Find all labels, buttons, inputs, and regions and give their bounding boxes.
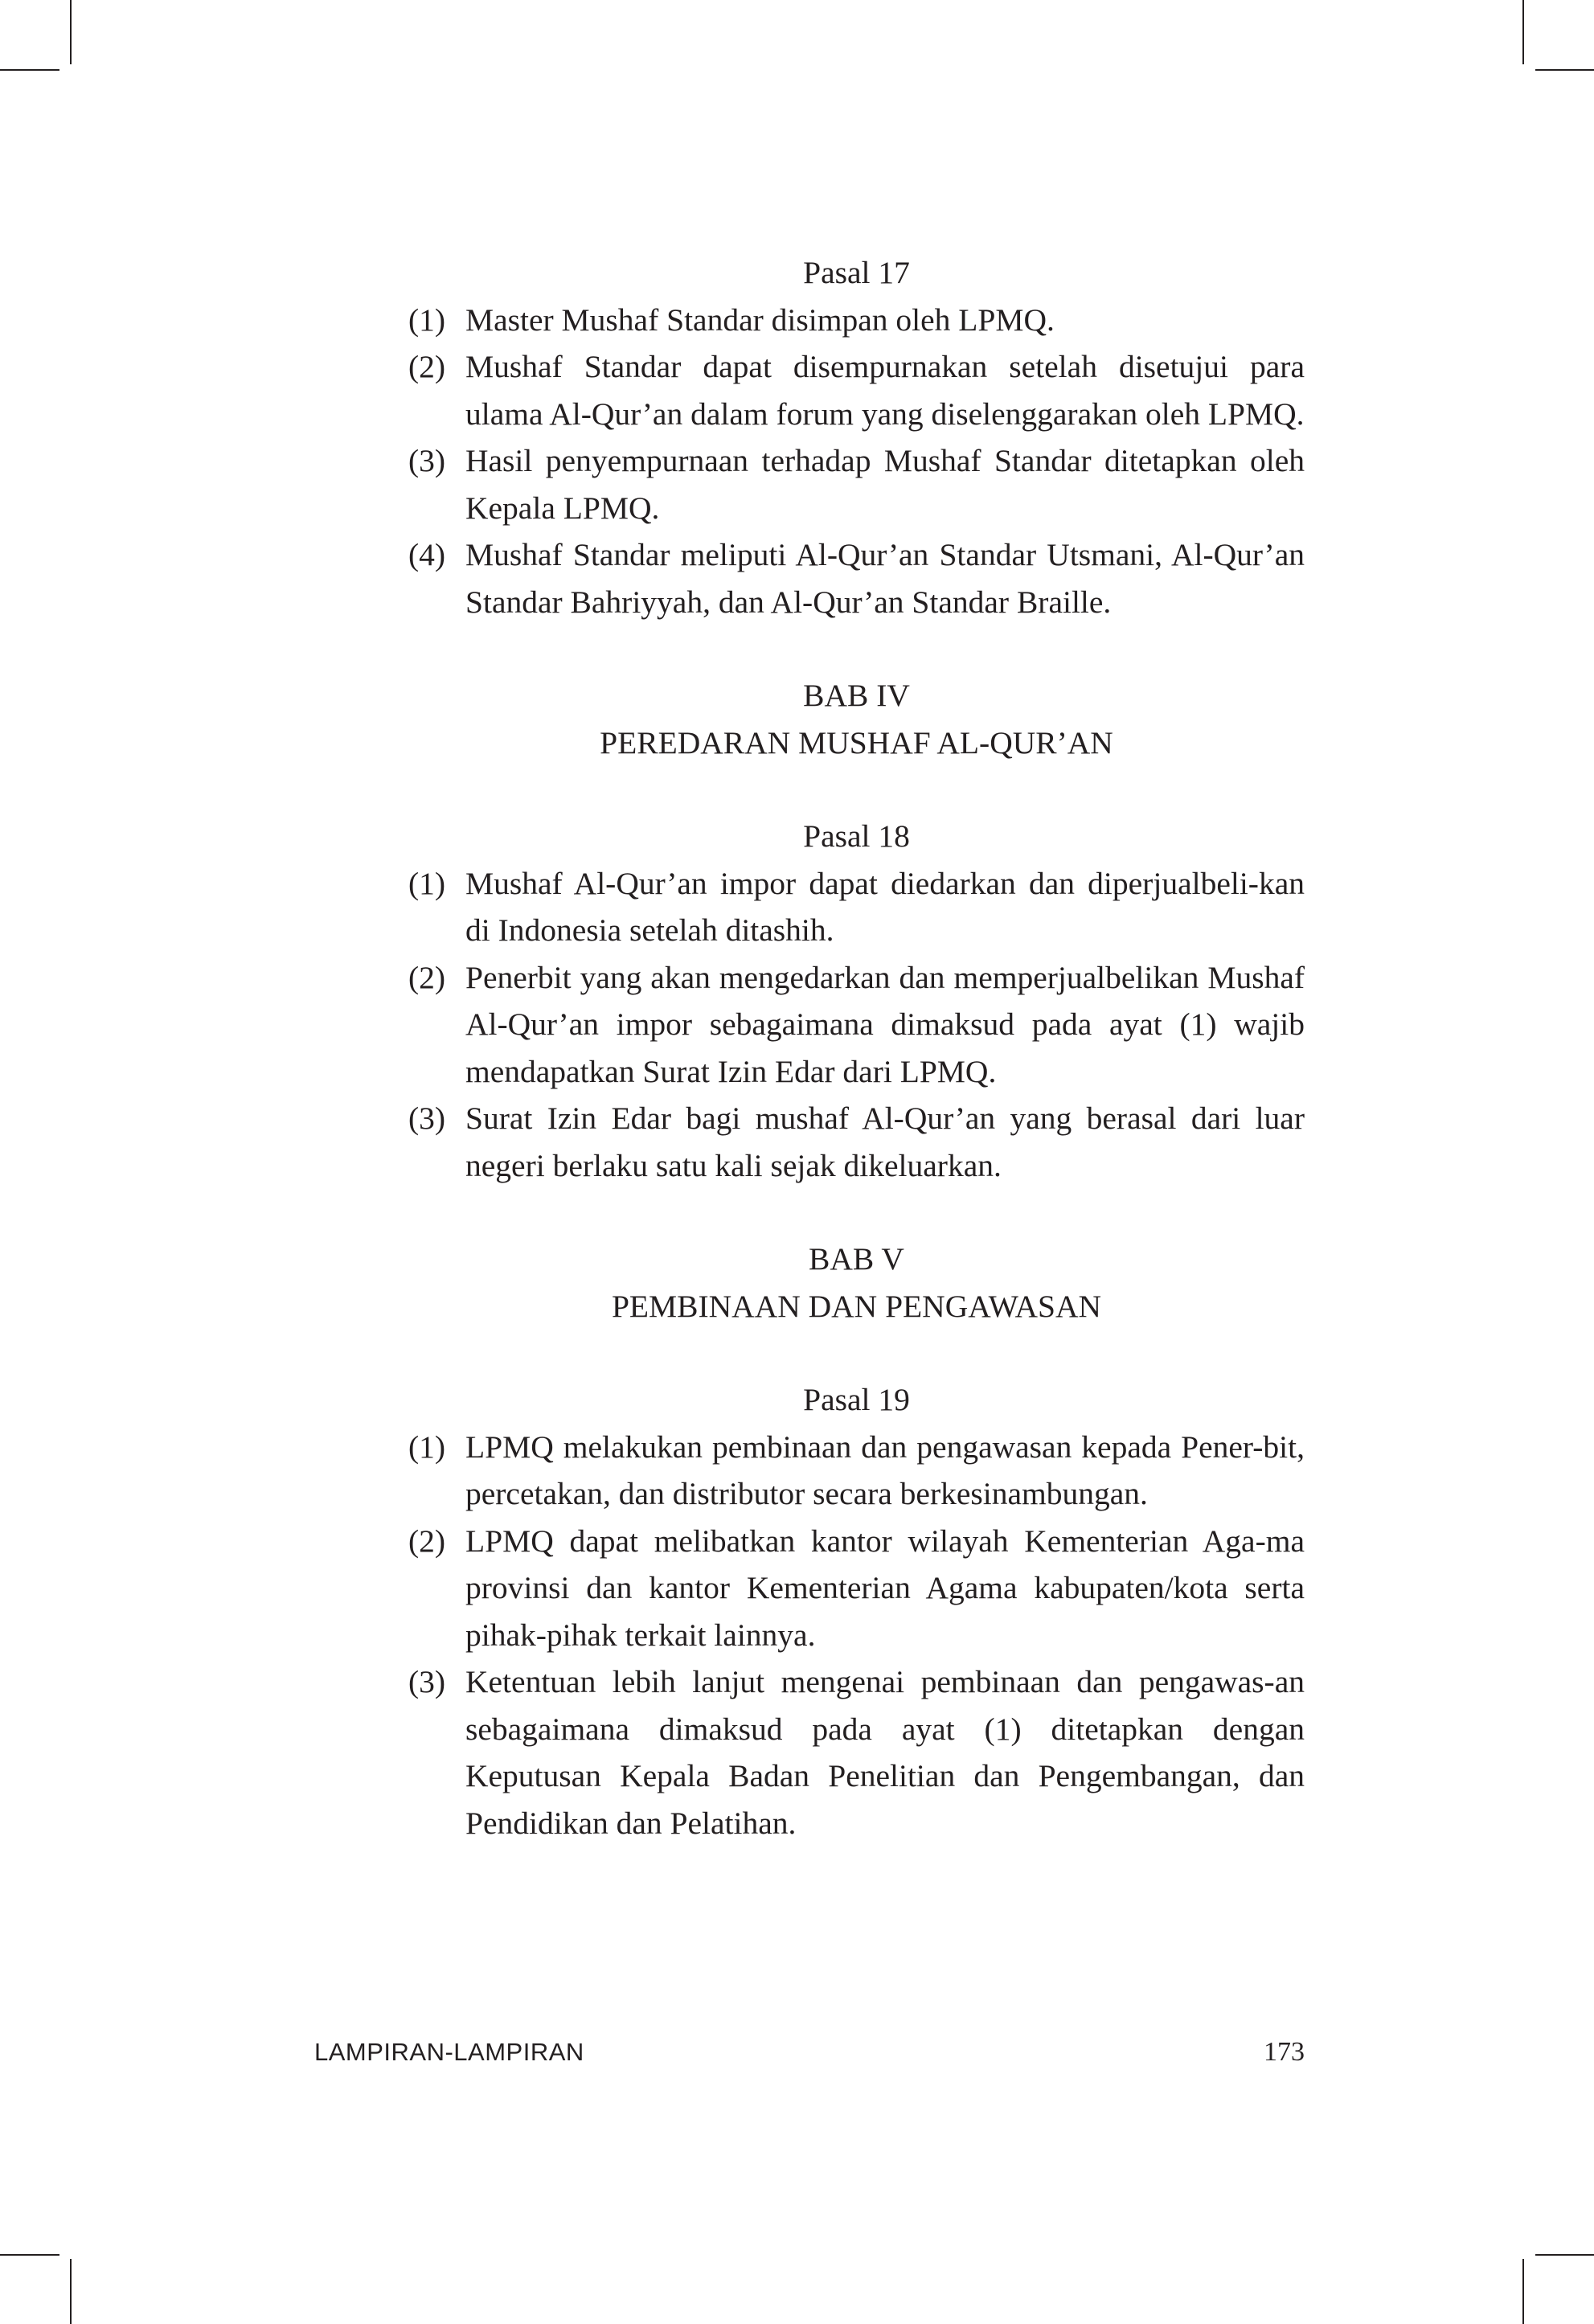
crop-mark [70,2259,72,2324]
item-text: Ketentuan lebih lanjut mengenai pembinaan dan pengawas-an sebagaimana dimaksud pada ayat (1) ditetapkan dengan Keputusan Kepala Badan Penelitian dan Pengembangan, dan Pendidikan dan Pelatihan. [465,1664,1305,1841]
list-item [408,954,1305,1096]
page-number: 173 [1264,2037,1305,2067]
article-title: Pasal 17 [803,255,910,290]
list-item [408,531,1305,625]
item-number: (1) [408,1428,446,1465]
crop-mark [1522,0,1524,64]
chapter-title: PEREDARAN MUSHAF AL-QUR’AN [600,724,1113,760]
crop-mark [0,2254,59,2256]
list-item [408,1424,1305,1518]
article-list [408,860,1305,1190]
item-number: (2) [408,349,446,384]
crop-mark [70,0,72,64]
crop-mark [1535,69,1594,71]
item-text: Master Mushaf Standar disimpan oleh LPMQ. [465,301,1055,338]
article-title: Pasal 18 [803,818,910,854]
list-item [408,437,1305,531]
item-text: LPMQ melakukan pembinaan dan pengawasan kepada Pener-bit, percetakan, dan distributor secara berkesinambungan. [465,1428,1305,1511]
item-number: (1) [408,865,446,901]
document-body [408,249,1305,1846]
item-text: Hasil penyempurnaan terhadap Mushaf Standar ditetapkan oleh Kepala LPMQ. [465,443,1305,526]
item-number: (1) [408,301,446,338]
list-item [408,860,1305,954]
item-text: LPMQ dapat melibatkan kantor wilayah Kementerian Aga-ma provinsi dan kantor Kementerian Agama kabupaten/kota serta pihak-pihak terkait lainnya. [465,1523,1305,1653]
list-item [408,1095,1305,1189]
crop-mark [1535,2254,1594,2256]
chapter-title: PEMBINAAN DAN PENGAWASAN [611,1288,1102,1324]
item-number: (3) [408,1664,446,1699]
item-text: Mushaf Al-Qur’an impor dapat diedarkan dan diperjualbeli-kan di Indonesia setelah ditashih. [465,865,1305,948]
item-number: (4) [408,537,446,572]
article-list [408,297,1305,626]
item-number: (3) [408,443,446,478]
item-text: Surat Izin Edar bagi mushaf Al-Qur’an yang berasal dari luar negeri berlaku satu kali sejak dikeluarkan. [465,1101,1305,1183]
list-item [408,297,1305,344]
list-item [408,1518,1305,1659]
crop-mark [0,69,59,71]
item-text: Penerbit yang akan mengedarkan dan memperjualbelikan Mushaf Al-Qur’an impor sebagaimana dimaksud pada ayat (1) wajib mendapatkan Surat Izin Edar dari LPMQ. [465,959,1305,1089]
list-item [408,343,1305,437]
running-title: LAMPIRAN-LAMPIRAN [314,2038,584,2066]
item-text: Mushaf Standar meliputi Al-Qur’an Standar Utsmani, Al-Qur’an Standar Bahriyyah, dan Al-Qur’an Standar Braille. [465,537,1305,620]
list-item [408,1658,1305,1846]
item-number: (2) [408,959,446,995]
chapter-number: BAB V [809,1241,904,1277]
chapter-number: BAB IV [803,678,910,713]
article-title: Pasal 19 [803,1382,910,1417]
article-list [408,1424,1305,1847]
item-number: (2) [408,1523,446,1559]
crop-mark [1522,2259,1524,2324]
item-text: Mushaf Standar dapat disempurnakan setelah disetujui para ulama Al-Qur’an dalam forum yang diselenggarakan oleh LPMQ. [465,349,1305,432]
item-number: (3) [408,1101,446,1136]
